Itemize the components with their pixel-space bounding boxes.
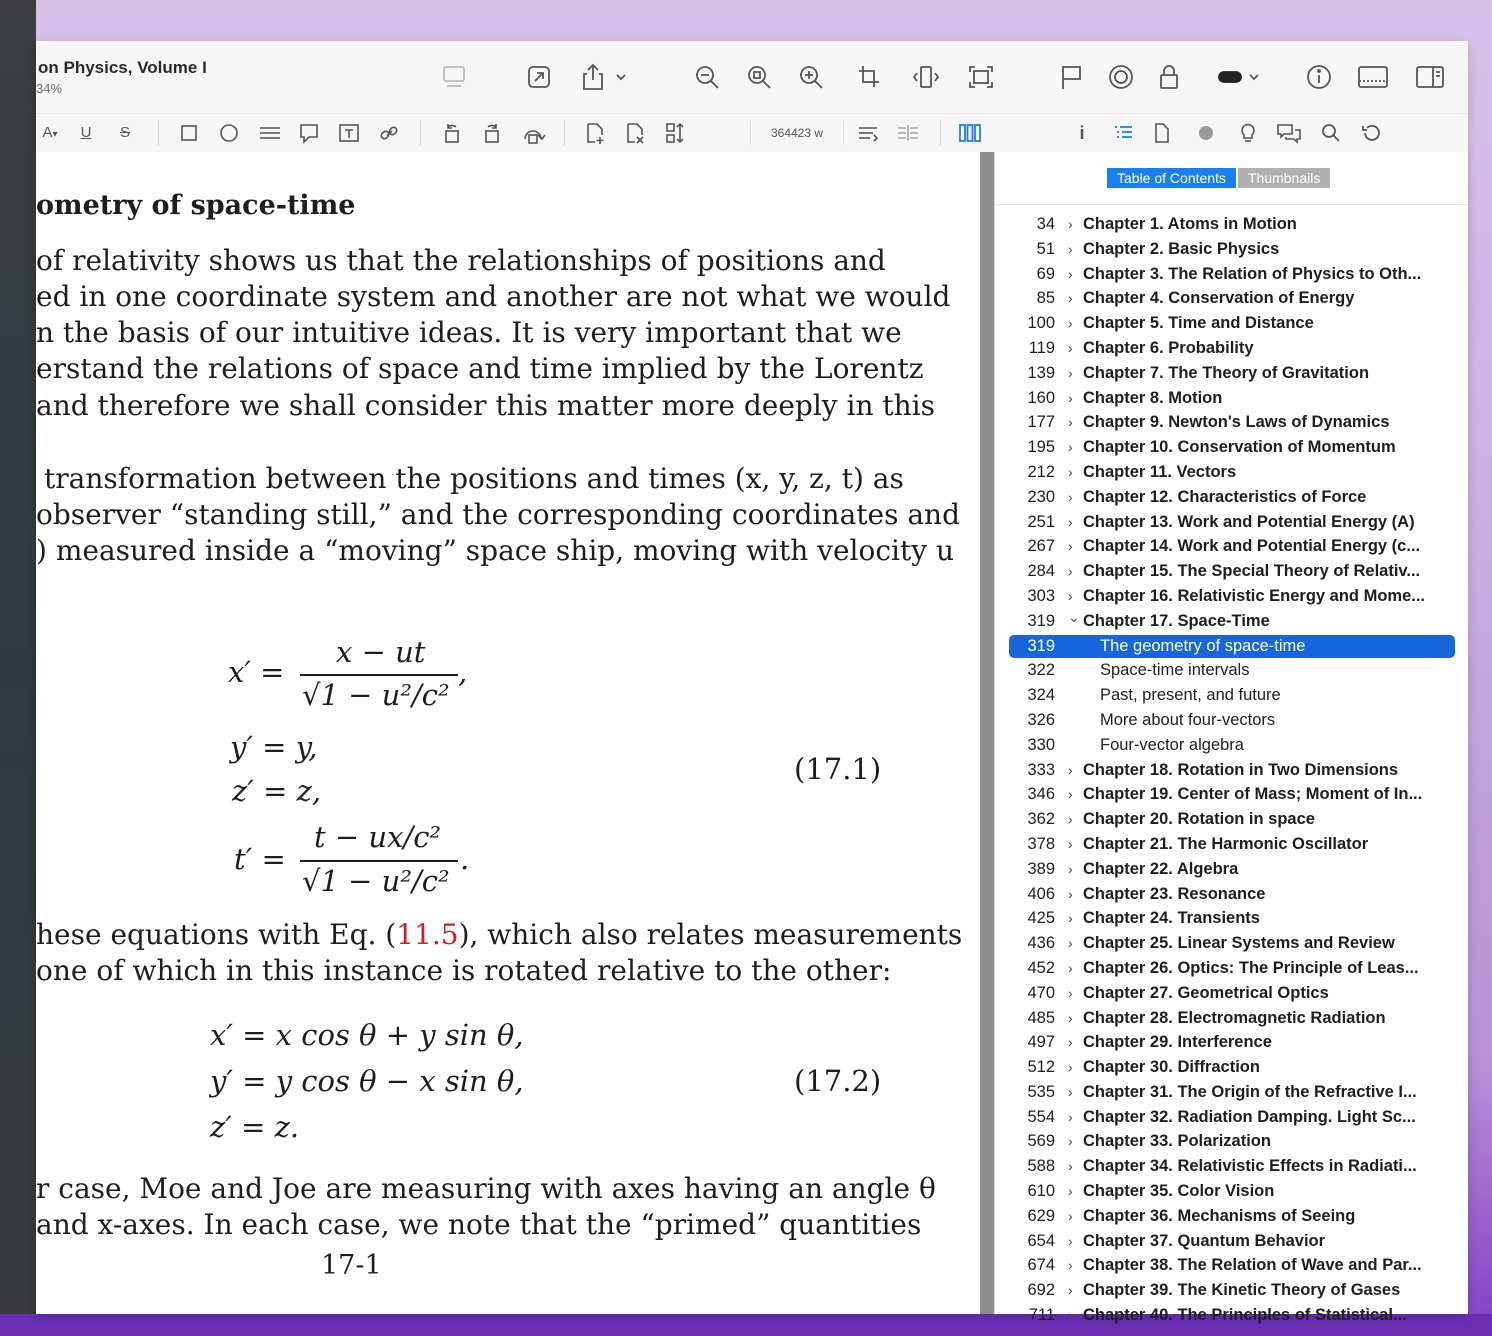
sidebar-toggle-icon[interactable] bbox=[1414, 63, 1446, 91]
equation-line: z′ = z, bbox=[232, 774, 322, 808]
chevron-right-icon[interactable]: › bbox=[1068, 265, 1073, 282]
toc-page-number: 485 bbox=[1027, 1008, 1055, 1027]
toc-item[interactable] bbox=[995, 460, 1468, 485]
toc-item[interactable] bbox=[995, 782, 1468, 807]
toc-page-number: 378 bbox=[1027, 834, 1055, 853]
chevron-right-icon[interactable]: › bbox=[1068, 513, 1073, 530]
toc-item[interactable] bbox=[995, 584, 1468, 609]
toc-item-title: Chapter 36. Mechanisms of Seeing bbox=[1083, 1206, 1356, 1225]
toc-page-number: 346 bbox=[1027, 785, 1055, 804]
toc-item-title: Chapter 13. Work and Potential Energy (A) bbox=[1083, 512, 1415, 531]
lock-icon[interactable] bbox=[1154, 63, 1184, 91]
toc-page-number: 629 bbox=[1027, 1206, 1055, 1225]
toc-page-number: 251 bbox=[1027, 512, 1055, 531]
toc-page-number: 34 bbox=[1036, 215, 1055, 233]
fraction-denominator: √1 − u²/c² bbox=[302, 678, 450, 712]
toc-item-title: Chapter 7. The Theory of Gravitation bbox=[1083, 363, 1370, 382]
toc-page-number: 452 bbox=[1027, 958, 1055, 977]
toc-item-title: Chapter 15. The Special Theory of Relativ... bbox=[1083, 562, 1421, 581]
note-icon[interactable] bbox=[298, 121, 320, 145]
toc-page-number: 674 bbox=[1027, 1256, 1055, 1275]
toc-item[interactable] bbox=[995, 237, 1468, 262]
toc-page-number: 470 bbox=[1027, 983, 1055, 1002]
rotate-right-icon[interactable] bbox=[480, 121, 504, 145]
equation-line: x′ = x cos θ + y sin θ, bbox=[210, 1018, 524, 1052]
toc-item[interactable] bbox=[995, 286, 1468, 311]
toc-item-title: More about four-vectors bbox=[1100, 710, 1276, 729]
chevron-down-icon[interactable]: ⌄ bbox=[1068, 608, 1080, 625]
toc-item[interactable] bbox=[995, 485, 1468, 510]
paragraph-line: and x-axes. In each case, we note that the “primed” quantities bbox=[36, 1208, 922, 1241]
toc-item[interactable] bbox=[995, 832, 1468, 857]
equation-number: (17.1) bbox=[794, 752, 882, 786]
section-heading: ometry of space-time bbox=[36, 190, 356, 221]
toc-item-title: Chapter 12. Characteristics of Force bbox=[1083, 487, 1367, 506]
paragraph-line: n the basis of our intuitive ideas. It is very important that we bbox=[36, 316, 902, 349]
color-circle-icon[interactable] bbox=[1196, 121, 1216, 145]
toc-page-number: 333 bbox=[1027, 760, 1055, 779]
rotate-page-icon[interactable] bbox=[520, 121, 546, 145]
chevron-right-icon[interactable]: › bbox=[1068, 216, 1073, 232]
toc-item-title: Chapter 27. Geometrical Optics bbox=[1083, 983, 1329, 1002]
chevron-right-icon[interactable]: › bbox=[1068, 984, 1073, 1001]
toc-item[interactable] bbox=[995, 1030, 1468, 1055]
toc-item[interactable] bbox=[995, 1179, 1468, 1204]
delete-page-icon[interactable] bbox=[624, 121, 646, 145]
toc-item-title: Chapter 9. Newton's Laws of Dynamics bbox=[1083, 413, 1390, 432]
toc-page-number: 324 bbox=[1027, 686, 1055, 705]
paragraph-line: one of which in this instance is rotated relative to the other: bbox=[36, 954, 892, 987]
toc-page-number: 51 bbox=[1036, 239, 1055, 258]
toc-item[interactable] bbox=[995, 361, 1468, 386]
toc-item[interactable] bbox=[995, 609, 1468, 634]
zoom-fit-icon[interactable] bbox=[744, 63, 774, 91]
paragraph-line bbox=[36, 918, 962, 951]
paragraph-line: ed in one coordinate system and another are not what we would bbox=[36, 280, 951, 313]
toc-item-title: Chapter 1. Atoms in Motion bbox=[1083, 215, 1297, 233]
search-icon[interactable] bbox=[1320, 121, 1342, 145]
link-icon[interactable] bbox=[378, 121, 400, 145]
text-box-icon[interactable] bbox=[338, 121, 360, 145]
toc-item[interactable] bbox=[995, 1006, 1468, 1031]
zoom-out-icon[interactable] bbox=[692, 63, 722, 91]
toc-item-title: Chapter 32. Radiation Damping. Light Sc... bbox=[1083, 1107, 1416, 1126]
rectangle-icon[interactable] bbox=[178, 121, 200, 145]
share-icon[interactable] bbox=[579, 63, 629, 91]
equation-line: z′ = z. bbox=[210, 1110, 300, 1144]
toc-item[interactable] bbox=[995, 708, 1468, 733]
info-icon[interactable] bbox=[1304, 63, 1334, 91]
sidebar-tabs bbox=[1107, 168, 1330, 188]
toc-page-number: 212 bbox=[1027, 462, 1055, 481]
toc-item-title: Chapter 34. Relativistic Effects in Radiati... bbox=[1083, 1157, 1417, 1176]
toc-item[interactable] bbox=[995, 386, 1468, 411]
toc-item[interactable] bbox=[995, 981, 1468, 1006]
text-span: hese equations with Eq. ( bbox=[36, 918, 397, 951]
chevron-right-icon[interactable]: › bbox=[1068, 1158, 1073, 1175]
zoom-level: 34% bbox=[36, 81, 63, 96]
toc-page-number: 610 bbox=[1027, 1182, 1055, 1201]
page-layout-icon[interactable] bbox=[958, 121, 982, 145]
full-screen-icon[interactable] bbox=[966, 63, 996, 91]
circle-icon[interactable] bbox=[218, 121, 240, 145]
zoom-in-icon[interactable] bbox=[796, 63, 826, 91]
tab-table-of-contents[interactable]: Table of Contents bbox=[1107, 168, 1236, 188]
toc-item[interactable] bbox=[995, 683, 1468, 708]
toc-page-number: 267 bbox=[1027, 537, 1055, 556]
chevron-right-icon[interactable]: › bbox=[1068, 339, 1073, 356]
toc-item-title: Chapter 26. Optics: The Principle of Leas... bbox=[1083, 958, 1419, 977]
toc-page-number: 588 bbox=[1027, 1157, 1055, 1176]
text-style-icon[interactable]: A▾ bbox=[42, 124, 58, 141]
chevron-right-icon[interactable]: › bbox=[1068, 935, 1073, 952]
document-page[interactable] bbox=[36, 152, 980, 1314]
toc-item-title: Chapter 39. The Kinetic Theory of Gases bbox=[1083, 1281, 1401, 1300]
chevron-right-icon[interactable]: › bbox=[1068, 959, 1073, 976]
toc-item[interactable] bbox=[995, 262, 1468, 287]
paragraph-line: transformation between the positions and times (x, y, z, t) as bbox=[44, 462, 904, 495]
toc-item-title: Chapter 31. The Origin of the Refractive I... bbox=[1083, 1082, 1417, 1101]
chevron-right-icon[interactable]: › bbox=[1068, 563, 1073, 580]
text-span: ), which also relates measurements bbox=[458, 918, 963, 951]
toc-page-number: 497 bbox=[1027, 1033, 1055, 1052]
toc-item-title: Chapter 22. Algebra bbox=[1083, 859, 1239, 878]
toc-page-number: 569 bbox=[1027, 1132, 1055, 1151]
toc-item[interactable] bbox=[995, 510, 1468, 535]
chevron-right-icon[interactable]: › bbox=[1068, 910, 1073, 927]
reorder-pages-icon[interactable] bbox=[664, 121, 686, 145]
toc-item-title: Space-time intervals bbox=[1100, 661, 1250, 680]
chevron-right-icon[interactable]: › bbox=[1068, 389, 1073, 406]
chevron-right-icon[interactable]: › bbox=[1068, 811, 1073, 828]
toc-page-number: 692 bbox=[1027, 1281, 1055, 1300]
toc-item-title: Chapter 20. Rotation in space bbox=[1083, 810, 1315, 829]
vertical-scrollbar[interactable] bbox=[980, 152, 994, 1314]
toc-page-number: 362 bbox=[1027, 810, 1055, 829]
equation-reference-link[interactable]: 11.5 bbox=[396, 918, 459, 951]
fraction-bar bbox=[300, 674, 458, 676]
toc-page-number: 535 bbox=[1027, 1082, 1055, 1101]
toc-item[interactable] bbox=[995, 857, 1468, 882]
toc-item[interactable] bbox=[995, 1253, 1468, 1278]
chevron-right-icon[interactable]: › bbox=[1068, 587, 1073, 604]
chevron-right-icon[interactable]: › bbox=[1068, 835, 1073, 852]
insert-page-icon[interactable] bbox=[584, 121, 606, 145]
toc-item-title: Chapter 4. Conservation of Energy bbox=[1083, 289, 1355, 308]
toc-item-title: Chapter 33. Polarization bbox=[1083, 1132, 1271, 1151]
fraction-numerator: x − ut bbox=[336, 635, 426, 669]
equation-line: y′ = y cos θ − x sin θ, bbox=[210, 1064, 524, 1098]
chevron-right-icon[interactable]: › bbox=[1068, 1257, 1073, 1274]
page-number: 17-1 bbox=[321, 1250, 382, 1281]
toc-page-number: 319 bbox=[1027, 636, 1055, 655]
toc-item-title: Chapter 40. The Principles of Statistical... bbox=[1083, 1306, 1407, 1325]
toc-item-title: Chapter 8. Motion bbox=[1083, 388, 1223, 407]
toc-item[interactable] bbox=[995, 559, 1468, 584]
toc-page-number: 177 bbox=[1027, 413, 1055, 432]
toc-item-title: Chapter 37. Quantum Behavior bbox=[1083, 1231, 1326, 1250]
toc-item[interactable] bbox=[995, 658, 1468, 683]
toc-item[interactable] bbox=[995, 1278, 1468, 1303]
paragraph-line: of relativity shows us that the relationships of positions and bbox=[36, 244, 886, 277]
toc-page-number: 326 bbox=[1027, 710, 1055, 729]
toc-page-number: 554 bbox=[1027, 1107, 1055, 1126]
equation-lhs: t′ = bbox=[234, 842, 286, 876]
chevron-right-icon[interactable]: › bbox=[1068, 463, 1073, 480]
toc-page-number: 711 bbox=[1028, 1306, 1055, 1325]
title-toolbar bbox=[36, 41, 1468, 113]
toc-page-number: 425 bbox=[1027, 909, 1055, 928]
pdf-reader-window bbox=[36, 41, 1468, 1325]
chevron-right-icon[interactable]: › bbox=[1068, 240, 1073, 257]
toc-item[interactable] bbox=[995, 882, 1468, 907]
toc-item-title: Chapter 23. Resonance bbox=[1083, 884, 1266, 903]
word-count: 364423 w bbox=[750, 121, 844, 145]
toc-page-number: 284 bbox=[1027, 562, 1055, 581]
toc-item-title: Chapter 6. Probability bbox=[1083, 338, 1254, 357]
toc-page-number: 230 bbox=[1027, 487, 1055, 506]
toc-page-number: 160 bbox=[1027, 388, 1055, 407]
toc-item[interactable] bbox=[995, 1154, 1468, 1179]
chevron-right-icon[interactable]: › bbox=[1068, 786, 1073, 803]
rotate-left-icon[interactable] bbox=[440, 121, 464, 145]
toc-item[interactable] bbox=[995, 1229, 1468, 1254]
toc-item[interactable] bbox=[995, 410, 1468, 435]
chevron-right-icon[interactable]: › bbox=[1068, 364, 1073, 381]
chevron-right-icon[interactable]: › bbox=[1068, 315, 1073, 332]
underline-icon[interactable]: U bbox=[80, 124, 92, 141]
history-icon[interactable] bbox=[1360, 121, 1382, 145]
chevron-right-icon[interactable]: › bbox=[1068, 885, 1073, 902]
chevron-right-icon[interactable]: › bbox=[1068, 488, 1073, 505]
toc-item[interactable] bbox=[995, 1055, 1468, 1080]
paragraph-line: r case, Moe and Joe are measuring with axes having an angle θ bbox=[36, 1172, 936, 1205]
paragraph-line: and therefore we shall consider this matter more deeply in this bbox=[36, 389, 935, 422]
chevron-right-icon[interactable]: › bbox=[1068, 414, 1073, 431]
toc-page-number: 119 bbox=[1028, 338, 1055, 357]
toc-item[interactable] bbox=[995, 634, 1468, 659]
chevron-right-icon[interactable]: › bbox=[1068, 1307, 1073, 1324]
chevron-right-icon[interactable]: › bbox=[1068, 439, 1073, 456]
toc-item[interactable] bbox=[995, 1129, 1468, 1154]
chevron-right-icon[interactable]: › bbox=[1068, 1009, 1073, 1026]
document-title: on Physics, Volume I bbox=[38, 58, 207, 77]
chevron-right-icon[interactable]: › bbox=[1068, 1282, 1073, 1299]
toc-item[interactable] bbox=[995, 906, 1468, 931]
chevron-right-icon[interactable]: › bbox=[1068, 1083, 1073, 1100]
toc-item[interactable] bbox=[995, 212, 1468, 237]
toc-item-title: Chapter 30. Diffraction bbox=[1083, 1058, 1260, 1077]
toc-item-title: Chapter 25. Linear Systems and Review bbox=[1083, 934, 1395, 953]
toc-item[interactable] bbox=[995, 758, 1468, 783]
toc-page-number: 85 bbox=[1036, 289, 1055, 308]
target-icon[interactable] bbox=[1106, 63, 1136, 91]
inspector-info-icon[interactable]: i bbox=[1079, 123, 1085, 143]
desktop-dock-edge bbox=[0, 0, 36, 1336]
chevron-right-icon[interactable]: › bbox=[1068, 1108, 1073, 1125]
comments-icon[interactable] bbox=[1276, 121, 1302, 145]
chevron-right-icon[interactable]: › bbox=[1068, 1207, 1073, 1224]
toc-page-number: 319 bbox=[1027, 611, 1055, 630]
toc-item[interactable] bbox=[995, 1105, 1468, 1130]
toc-item-title: Chapter 29. Interference bbox=[1083, 1033, 1272, 1052]
toc-item-title: Chapter 11. Vectors bbox=[1083, 462, 1237, 481]
toc-item-title: Chapter 10. Conservation of Momentum bbox=[1083, 438, 1396, 457]
toc-page-number: 330 bbox=[1027, 735, 1055, 754]
chevron-right-icon[interactable]: › bbox=[1068, 1232, 1073, 1249]
chevron-right-icon[interactable]: › bbox=[1068, 761, 1073, 778]
tab-thumbnails[interactable]: Thumbnails bbox=[1238, 168, 1330, 188]
bottom-bar-toggle-icon[interactable] bbox=[1356, 63, 1390, 91]
toc-item-title: Four-vector algebra bbox=[1100, 735, 1244, 754]
chevron-right-icon[interactable]: › bbox=[1068, 1034, 1073, 1051]
toc-item-title: Chapter 19. Center of Mass; Moment of In... bbox=[1083, 785, 1423, 804]
toc-item-title: Chapter 35. Color Vision bbox=[1083, 1182, 1275, 1201]
crop-icon[interactable] bbox=[854, 63, 884, 91]
flag-icon[interactable] bbox=[1056, 63, 1086, 91]
toc-item[interactable] bbox=[995, 1204, 1468, 1229]
toc-item[interactable] bbox=[995, 534, 1468, 559]
toc-item-title: Chapter 28. Electromagnetic Radiation bbox=[1083, 1008, 1386, 1027]
toc-item-title: Chapter 21. The Harmonic Oscillator bbox=[1083, 834, 1369, 853]
equation-lhs: x′ = bbox=[228, 655, 285, 689]
toc-list-icon[interactable] bbox=[1112, 121, 1134, 145]
toc-page-number: 303 bbox=[1027, 586, 1055, 605]
chevron-right-icon[interactable]: › bbox=[1068, 1059, 1073, 1076]
fraction-bar bbox=[300, 860, 458, 862]
page-icon[interactable] bbox=[1152, 121, 1172, 145]
reflow-icon[interactable] bbox=[856, 121, 880, 145]
toc-item[interactable] bbox=[995, 1303, 1468, 1328]
display-icon[interactable] bbox=[439, 63, 469, 91]
toc-page-number: 406 bbox=[1027, 884, 1055, 903]
divider bbox=[995, 204, 1468, 205]
lines-icon[interactable] bbox=[258, 121, 282, 145]
toc-item-title: Chapter 5. Time and Distance bbox=[1083, 314, 1314, 333]
annotation-toolbar bbox=[36, 113, 1468, 153]
chevron-right-icon[interactable]: › bbox=[1068, 1133, 1073, 1150]
toc-list bbox=[995, 212, 1468, 1328]
equation-period: . bbox=[460, 842, 470, 876]
toc-item-title: Chapter 3. The Relation of Physics to Oth... bbox=[1083, 264, 1422, 283]
toc-item[interactable] bbox=[995, 336, 1468, 361]
toc-item-title: The geometry of space-time bbox=[1100, 636, 1306, 655]
toc-item[interactable] bbox=[995, 1080, 1468, 1105]
fraction-denominator: √1 − u²/c² bbox=[302, 864, 450, 898]
open-external-icon[interactable] bbox=[524, 63, 554, 91]
table-of-contents-sidebar bbox=[995, 152, 1468, 1325]
toc-page-number: 195 bbox=[1027, 438, 1055, 457]
chevron-right-icon[interactable]: › bbox=[1068, 1183, 1073, 1200]
toc-page-number: 512 bbox=[1027, 1058, 1055, 1077]
toc-item-title: Chapter 2. Basic Physics bbox=[1083, 239, 1280, 258]
fraction-numerator: t − ux/c² bbox=[314, 820, 442, 854]
lightbulb-icon[interactable] bbox=[1238, 121, 1258, 145]
toc-item[interactable] bbox=[995, 807, 1468, 832]
equation-line: y′ = y, bbox=[230, 730, 318, 764]
toc-page-number: 100 bbox=[1027, 314, 1055, 333]
toc-item-title: Chapter 17. Space-Time bbox=[1083, 611, 1270, 630]
toc-item[interactable] bbox=[995, 956, 1468, 981]
toc-page-number: 139 bbox=[1027, 363, 1055, 382]
paragraph-line: observer “standing still,” and the corresponding coordinates and bbox=[36, 498, 961, 531]
highlighter-color-icon[interactable] bbox=[1214, 63, 1264, 91]
toc-item[interactable] bbox=[995, 931, 1468, 956]
toc-item[interactable] bbox=[995, 435, 1468, 460]
toc-item-title: Chapter 24. Transients bbox=[1083, 909, 1260, 928]
toc-item-title: Chapter 14. Work and Potential Energy (c... bbox=[1083, 537, 1421, 556]
toc-item-title: Chapter 16. Relativistic Energy and Mome... bbox=[1083, 586, 1426, 605]
chevron-right-icon[interactable]: › bbox=[1068, 290, 1073, 307]
equation-comma: , bbox=[458, 655, 468, 689]
paragraph-line: ) measured inside a “moving” space ship, moving with velocity u bbox=[36, 534, 954, 567]
toc-page-number: 654 bbox=[1027, 1231, 1055, 1250]
toc-item-title: Past, present, and future bbox=[1100, 686, 1281, 705]
toc-page-number: 69 bbox=[1036, 264, 1055, 283]
equation-number: (17.2) bbox=[794, 1064, 882, 1098]
toc-item[interactable] bbox=[995, 733, 1468, 758]
chevron-right-icon[interactable]: › bbox=[1068, 860, 1073, 877]
strikethrough-icon[interactable]: S bbox=[119, 124, 130, 141]
toc-item[interactable] bbox=[995, 311, 1468, 336]
paragraph-line: erstand the relations of space and time implied by the Lorentz bbox=[36, 352, 924, 385]
fit-width-icon[interactable] bbox=[911, 63, 941, 91]
toc-page-number: 322 bbox=[1027, 661, 1055, 680]
toc-item-title: Chapter 18. Rotation in Two Dimensions bbox=[1083, 760, 1399, 779]
toc-page-number: 389 bbox=[1027, 859, 1055, 878]
columns-icon[interactable] bbox=[896, 121, 920, 145]
chevron-right-icon[interactable]: › bbox=[1068, 538, 1073, 555]
toc-page-number: 436 bbox=[1027, 934, 1055, 953]
toc-item-title: Chapter 38. The Relation of Wave and Par... bbox=[1083, 1256, 1422, 1275]
